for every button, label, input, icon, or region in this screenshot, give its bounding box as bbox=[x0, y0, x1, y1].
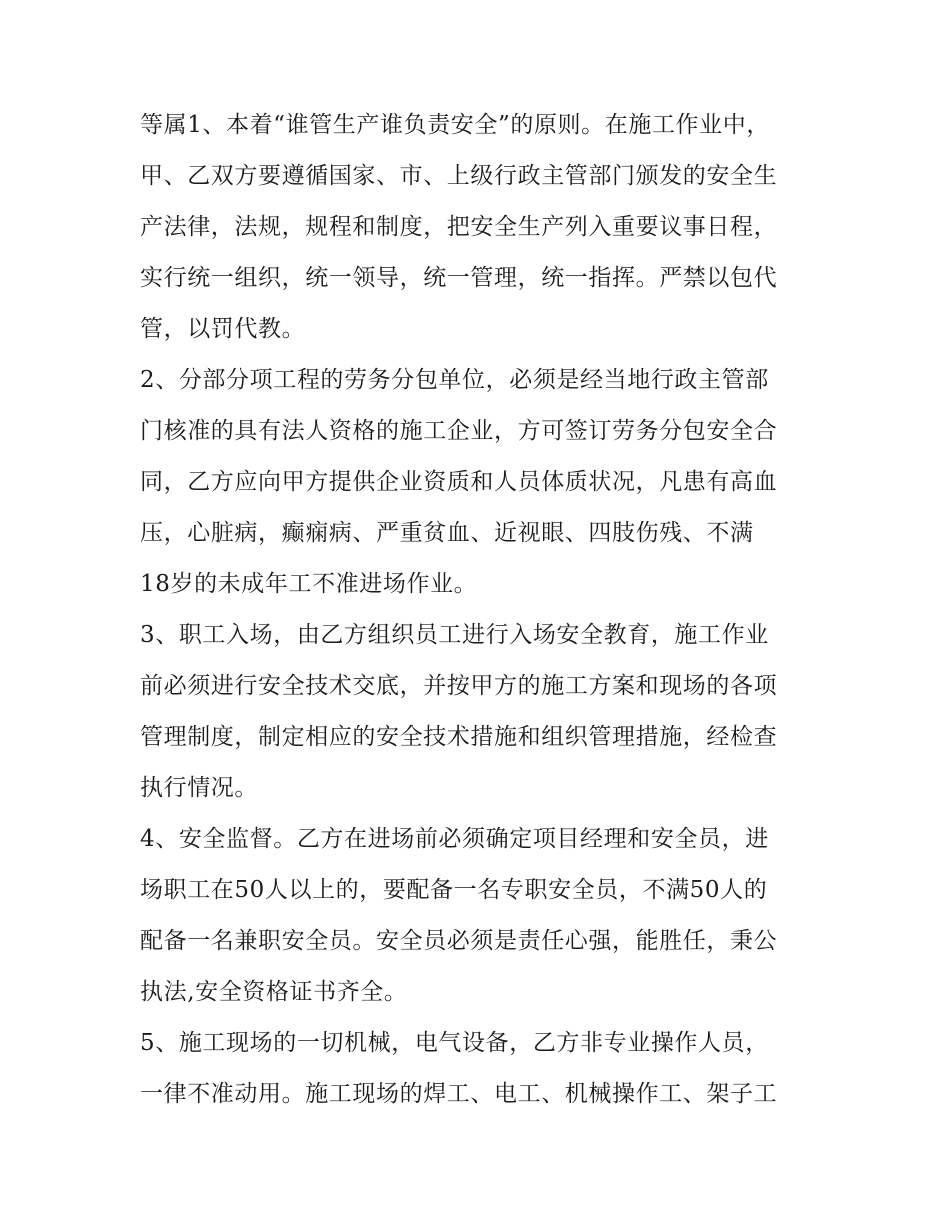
document-body bbox=[140, 100, 820, 1120]
text-line: 18岁的未成年工不准进场作业。 bbox=[140, 571, 478, 597]
text-line: 场职工在50人以上的，要配备一名专职安全员，不满50人的 bbox=[140, 877, 768, 903]
text-line: 配备一名兼职安全员。安全员必须是责任心强，能胜任，秉公 bbox=[140, 928, 778, 954]
text-line: 4、安全监督。乙方在进场前必须确定项目经理和安全员，进 bbox=[140, 826, 769, 852]
text-line: 甲、乙双方要遵循国家、市、上级行政主管部门颁发的安全生 bbox=[140, 163, 778, 189]
text-line: 3、职工入场，由乙方组织员工进行入场安全教育，施工作业 bbox=[140, 622, 769, 648]
text-line: 执法,安全资格证书齐全。 bbox=[140, 979, 408, 1005]
text-line: 等属1、本着“谁管生产谁负责安全”的原则。在施工作业中， bbox=[140, 112, 770, 138]
text-line: 一律不准动用。施工现场的焊工、电工、机械操作工、架子工 bbox=[140, 1081, 778, 1107]
text-line: 前必须进行安全技术交底，并按甲方的施工方案和现场的各项 bbox=[140, 673, 778, 699]
text-line: 5、施工现场的一切机械，电气设备，乙方非专业操作人员， bbox=[140, 1030, 769, 1056]
text-line: 压，心脏病，癫痫病、严重贫血、近视眼、四肢伤残、不满 bbox=[140, 520, 754, 546]
text-line: 执行情况。 bbox=[140, 775, 258, 801]
text-line: 管理制度，制定相应的安全技术措施和组织管理措施，经检查 bbox=[140, 724, 778, 750]
text-line: 实行统一组织，统一领导，统一管理，统一指挥。严禁以包代 bbox=[140, 265, 778, 291]
text-line: 门核准的具有法人资格的施工企业，方可签订劳务分包安全合 bbox=[140, 418, 778, 444]
text-line: 2、分部分项工程的劳务分包单位，必须是经当地行政主管部 bbox=[140, 367, 769, 393]
text-line: 同，乙方应向甲方提供企业资质和人员体质状况，凡患有高血 bbox=[140, 469, 778, 495]
text-line: 管，以罚代教。 bbox=[140, 316, 306, 342]
text-line: 产法律，法规，规程和制度，把安全生产列入重要议事日程， bbox=[140, 214, 778, 240]
